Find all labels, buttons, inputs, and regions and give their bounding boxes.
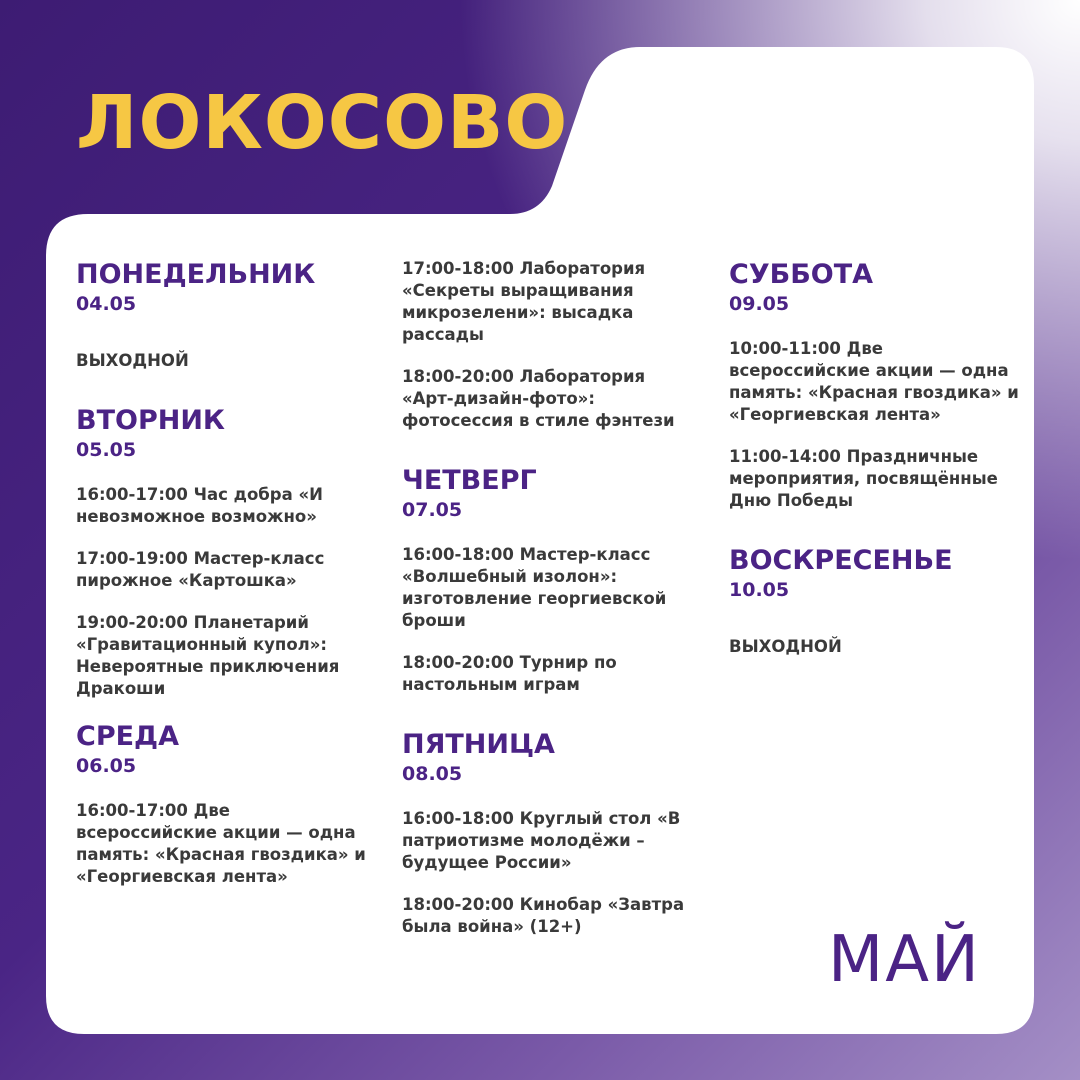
column-1 [76,258,376,908]
day-date: 05.05 [76,439,137,461]
event-item: 16:00-17:00 Две всероссийские акции — одна память: «Красная гвоздика» и «Георгиевская лента» [76,801,366,886]
page-title: ЛОКОСОВО [76,80,569,166]
day-date: 04.05 [76,293,137,315]
day-name: ВОСКРЕСЕНЬЕ [729,545,953,576]
day-thursday [402,464,702,696]
day-sunday [729,544,1029,658]
day-date: 09.05 [729,293,790,315]
column-3 [729,258,1029,678]
day-monday [76,258,376,372]
day-tuesday [76,404,376,700]
event-item: 11:00-14:00 Праздничные мероприятия, посвящённые Дню Победы [729,447,998,510]
event-item: 17:00-19:00 Мастер-класс пирожное «Картошка» [76,549,325,590]
event-item: 19:00-20:00 Планетарий «Гравитационный купол»: Невероятные приключения Дракоши [76,613,340,698]
event-item: ВЫХОДНОЙ [729,637,842,656]
day-name: ПЯТНИЦА [402,729,555,760]
column-2 [402,258,702,958]
event-item: 18:00-20:00 Лаборатория «Арт-дизайн-фото»: фотосессия в стиле фэнтези [402,367,675,430]
may-logo: МАЙ [828,923,981,997]
event-item: 17:00-18:00 Лаборатория «Секреты выращивания микрозелени»: высадка рассады [402,259,646,344]
day-friday [402,728,702,938]
day-wednesday [76,720,376,888]
event-item: 18:00-20:00 Кинобар «Завтра была война» (12+) [402,895,685,936]
day-date: 10.05 [729,579,790,601]
day-date: 08.05 [402,763,463,785]
event-item: 16:00-18:00 Круглый стол «В патриотизме молодёжи – будущее России» [402,809,681,872]
day-saturday [729,258,1029,512]
event-item: ВЫХОДНОЙ [76,351,189,370]
day-date: 07.05 [402,499,463,521]
event-item: 18:00-20:00 Турнир по настольным играм [402,653,617,694]
day-name: СРЕДА [76,721,179,752]
day-name: ВТОРНИК [76,405,226,436]
day-name: СУББОТА [729,259,874,290]
event-item: 16:00-18:00 Мастер-класс «Волшебный изолон»: изготовление георгиевской броши [402,545,667,630]
day-name: ПОНЕДЕЛЬНИК [76,259,316,290]
event-item: 16:00-17:00 Час добра «И невозможное возможно» [76,485,323,526]
day-name: ЧЕТВЕРГ [402,465,537,496]
day-date: 06.05 [76,755,137,777]
event-item: 10:00-11:00 Две всероссийские акции — одна память: «Красная гвоздика» и «Георгиевская лента» [729,339,1019,424]
